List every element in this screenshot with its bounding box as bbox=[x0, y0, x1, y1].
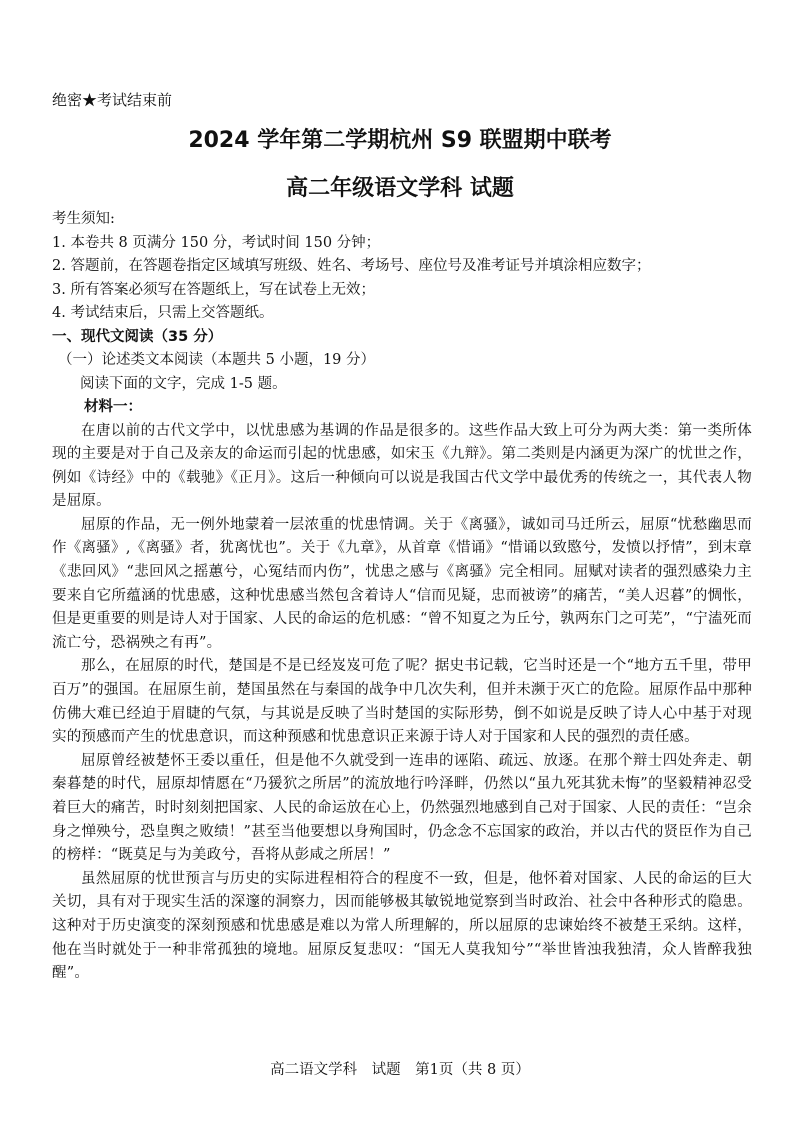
paragraph: 在唐以前的古代文学中，以忧患感为基调的作品是很多的。这些作品大致上可分为两大类：第一类所体现的主要是对于自己及亲友的命运而引起的忧患感，如宋玉《九辩》。第二类则是内涵更为深广的忧世之作，例如《诗经》中的《载驰》《正月》。这后一种倾向可以说是我国古代文学中最优秀的传统之一，其代表人物是屈原。 bbox=[52, 422, 752, 510]
paragraph: 屈原曾经被楚怀王委以重任，但是他不久就受到一连串的诬陷、疏远、放逐。在那个辩士四处奔走、朝秦暮楚的时代，屈原却情愿在“乃猨狖之所居”的流放地行吟泽畔，仍然以“虽九死其犹未悔”的坚毅精神忍受着巨大的痛苦，时时刻刻把国家、人民的命运放在心上，仍然强烈地感到自己对于国家、人民的责任：“岂余身之惮殃兮，恐皇舆之败绩！”甚至当他要想以身殉国时，仍念念不忘国家的政治，并以古代的贤臣作为自己的榜样：“既莫足与为美政兮，吾将从彭咸之所居！” bbox=[52, 752, 752, 864]
section-title: 一、现代文阅读（35 分） bbox=[52, 328, 223, 345]
notice-item: 1. 本卷共 8 页满分 150 分，考试时间 150 分钟； bbox=[52, 234, 381, 251]
paragraph: 屈原的作品，无一例外地蒙着一层浓重的忧患情调。关于《离骚》，诚如司马迁所云，屈原“忧愁幽思而作《离骚》,《离骚》者，犹离忧也”。关于《九章》，从首章《惜诵》“惜诵以致愍兮，发愤以抒情”，到末章《悲回风》“悲回风之摇蕙兮，心冤结而内伤”，忧患之感与《离骚》完全相同。屈赋对读者的强烈感染力主要来自它所蕴涵的忧患感，这种忧患感当然包含着诗人“信而见疑，忠而被谤”的痛苦，“美人迟暮”的惆怅，但是更重要的则是诗人对于国家、人民的命运的危机感：“曾不知夏之为丘兮，孰两东门之可芜”，“宁溘死而流亡兮，恐祸殃之有再”。 bbox=[52, 516, 752, 651]
notice-item: 3. 所有答案必须写在答题纸上，写在试卷上无效； bbox=[52, 281, 375, 298]
paragraph: 虽然屈原的忧世预言与历史的实际进程相符合的程度不一致，但是，他怀着对国家、人民的命运的巨大关切，具有对于现实生活的深邃的洞察力，因而能够极其敏锐地觉察到当时政治、社会中各种形式的隐患。这种对于历史演变的深刻预感和忧患感是难以为常人所理解的，所以屈原的忠谏始终不被楚王采纳。这样，他在当时就处于一种非常孤独的境地。屈原反复悲叹：“国无人莫我知兮”“举世皆浊我独清，众人皆醉我独醒”。 bbox=[52, 870, 752, 982]
paragraph: 那么，在屈原的时代，楚国是不是已经岌岌可危了呢？据史书记载，它当时还是一个“地方五千里，带甲百万”的强国。在屈原生前，楚国虽然在与秦国的战争中几次失利，但并未濒于灭亡的危险。屈原作品中那种仿佛大难已经迫于眉睫的气氛，与其说是反映了当时楚国的实际形势，倒不如说是反映了诗人心中基于对现实的预感而产生的忧患意识，而这种预感和忧患意识正来源于诗人对于国家和人民的强烈的责任感。 bbox=[52, 658, 752, 746]
classified-label: 绝密★考试结束前 bbox=[52, 91, 173, 109]
exam-title: 2024 学年第二学期杭州 S9 联盟期中联考 bbox=[188, 128, 612, 153]
notice-item: 4. 考试结束后，只需上交答题纸。 bbox=[52, 305, 274, 321]
reading-instruction: 阅读下面的文字，完成 1-5 题。 bbox=[80, 375, 287, 392]
exam-body bbox=[52, 208, 752, 986]
exam-subtitle: 高二年级语文学科 试题 bbox=[286, 176, 514, 201]
notice-item: 2. 答题前，在答题卷指定区域填写班级、姓名、考场号、座位号及准考证号并填涂相应数字； bbox=[52, 258, 651, 274]
material-label: 材料一： bbox=[84, 399, 142, 415]
notice-heading: 考生须知: bbox=[52, 211, 115, 227]
subsection-title: （一）论述类文本阅读（本题共 5 小题，19 分） bbox=[58, 352, 376, 368]
page-footer: 高二语文学科 试题 第1页（共 8 页） bbox=[270, 1062, 530, 1078]
